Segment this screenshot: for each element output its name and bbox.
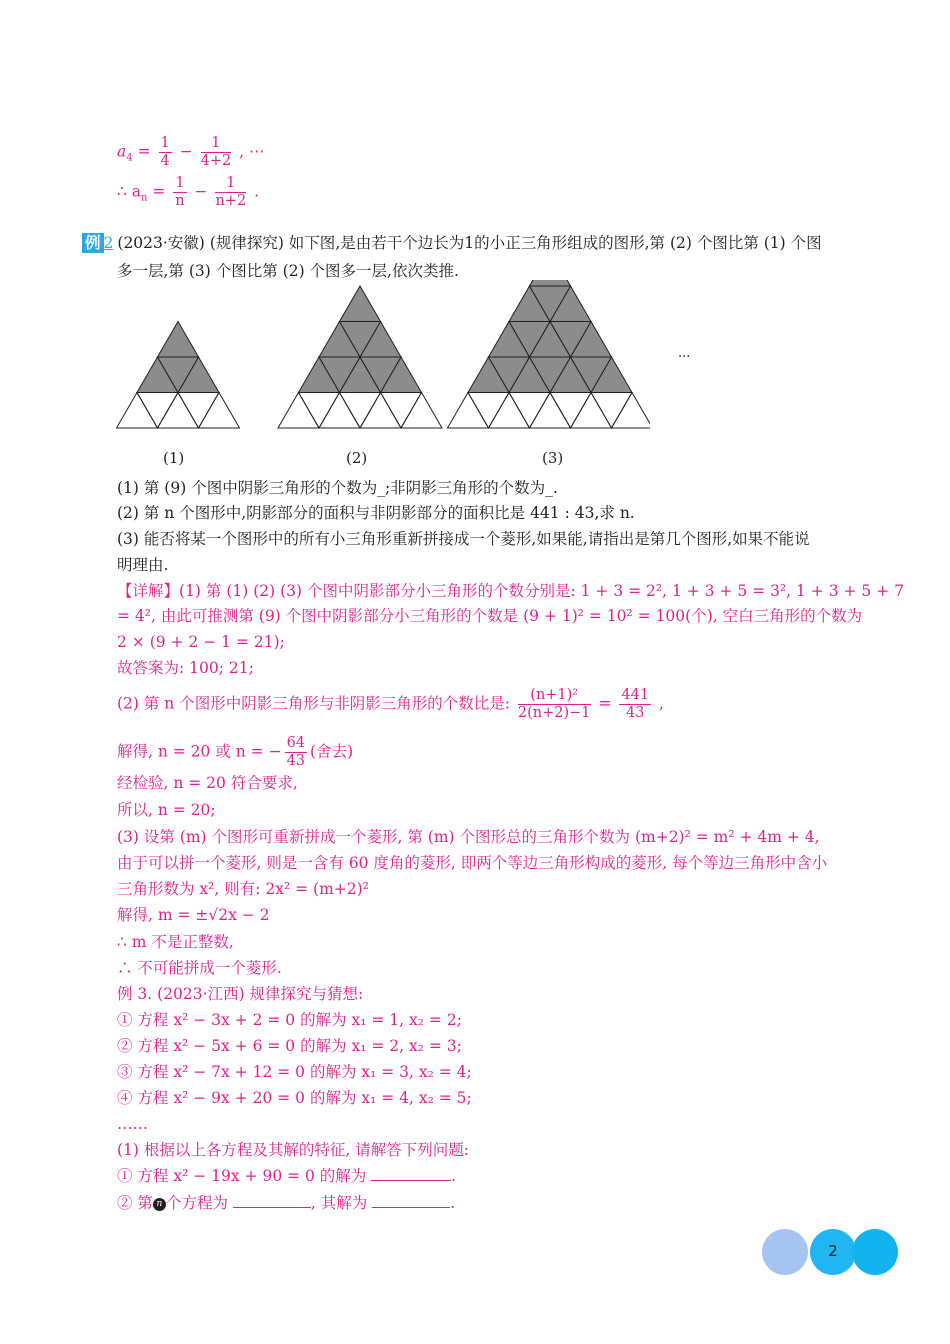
answer-blank [371, 1166, 451, 1181]
blank-triangle [278, 392, 319, 428]
triangle-figures [110, 280, 650, 440]
answer-blank [233, 1193, 311, 1208]
example3-eq1: ① 方程 x² − 3x + 2 = 0 的解为 x₁ = 1, x₂ = 2; [117, 1011, 462, 1029]
question-3a: (3) 能否将某一个图形中的所有小三角形重新拼接成一个菱形,如果能,请指出是第几个图形,如果不能说 [117, 530, 810, 548]
solution-1b: = 4², 由此可推测第 (9) 个图中阴影部分小三角形的个数是 (9 + 1)² = 10² = 100(个), 空白三角形的个数为 [117, 607, 863, 625]
blank-triangle [571, 392, 612, 428]
blank-triangle [381, 392, 422, 428]
solution-3b: 由于可以拼一个菱形, 则是一含有 60 度角的菱形, 即两个等边三角形构成的菱形, 每个等边三角形中含小 [117, 854, 828, 872]
blank-triangle [117, 392, 158, 428]
solution-1a: 【详解】(1) 第 (1) (2) (3) 个图中阴影部分小三角形的个数分别是: 1 + 3 = 2², 1 + 3 + 5 = 3², 1 + 3 + 5 + 7 [117, 582, 904, 600]
an-formula: ∴ $a_n$ = $\frac{1}{n}$ − $\frac{1}{n+2}$ . [117, 175, 260, 209]
blank-triangle [401, 392, 442, 428]
figure-2 [278, 286, 442, 428]
example3-eq4: ④ 方程 x² − 9x + 20 = 0 的解为 x₁ = 4, x₂ = 5; [117, 1089, 472, 1107]
n-circle-icon: n [153, 1198, 166, 1211]
solution-3d: 解得, m = ±√2x − 2 [117, 906, 270, 924]
solution-3a: (3) 设第 (m) 个图形可重新拼成一个菱形, 第 (m) 个图形总的三角形个数为 (m+2)² = m² + 4m + 4, [117, 828, 820, 846]
answer-blank [372, 1193, 450, 1208]
blank-triangle [612, 392, 651, 428]
blank-triangle [178, 392, 219, 428]
blank-triangle [591, 392, 632, 428]
shaded-triangle [340, 286, 381, 322]
question-1: (1) 第 (9) 个图中阴影三角形的个数为_;非阴影三角形的个数为_. [117, 479, 558, 497]
question-3b: 明理由. [117, 556, 169, 574]
blank-triangle [340, 392, 381, 428]
shaded-triangle [158, 321, 199, 357]
page-circle-light [762, 1229, 808, 1275]
blank-triangle [530, 392, 571, 428]
example3-title: 例 3. (2023·江西) 规律探究与猜想: [117, 985, 364, 1003]
solution-2b: 解得, n = 20 或 n = − $\frac{64}{43}$ (舍去) [117, 735, 354, 769]
solution-2a: (2) 第 n 个图形中阴影三角形与非阴影三角形的个数比是: $\frac{\text{(n+1)²}}{2(n+2)-1}$ = $\frac{441}{43}$ , [117, 687, 664, 721]
solution-3e: ∴ m 不是正整数, [117, 933, 234, 951]
blank-triangle [299, 392, 340, 428]
example3-q1b: ② 第 n 个方程为 , 其解为 . [117, 1194, 456, 1212]
blank-triangle [199, 392, 240, 428]
solution-3f: ∴ 不可能拼成一个菱形. [117, 959, 282, 977]
blank-triangle [158, 392, 199, 428]
example2-line1: 例 2 (2023·安徽) (规律探究) 如下图,是由若干个边长为1的小正三角形组成的图形,第 (2) 个图比第 (1) 个图 [82, 233, 822, 253]
blank-triangle [550, 392, 591, 428]
example3-q1a: ① 方程 x² − 19x + 90 = 0 的解为 . [117, 1167, 457, 1185]
example3-q1: (1) 根据以上各方程及其解的特征, 请解答下列问题: [117, 1141, 469, 1159]
example3-eq3: ③ 方程 x² − 7x + 12 = 0 的解为 x₁ = 3, x₂ = 4; [117, 1063, 472, 1081]
blank-triangle [509, 392, 550, 428]
solution-2c: 经检验, n = 20 符合要求, [117, 774, 298, 792]
figure-3 [448, 280, 651, 428]
example2-line2: 多一层,第 (3) 个图比第 (2) 个图多一层,依次类推. [117, 262, 459, 280]
blank-triangle [468, 392, 509, 428]
solution-3c: 三角形数为 x², 则有: 2x² = (m+2)² [117, 880, 369, 898]
solution-1c: 2 × (9 + 2 − 1 = 21); [117, 633, 285, 651]
solution-2d: 所以, n = 20; [117, 801, 216, 819]
caption-2: (2) [346, 449, 368, 467]
blank-triangle [137, 392, 178, 428]
blank-triangle [448, 392, 489, 428]
caption-3: (3) [542, 449, 564, 467]
shaded-triangle [530, 280, 571, 286]
figure-1 [117, 321, 240, 428]
example3-dots: …… [117, 1115, 148, 1133]
figures-ellipsis: ... [678, 346, 691, 361]
blank-triangle [489, 392, 530, 428]
solution-1d: 故答案为: 100; 21; [117, 659, 254, 677]
blank-triangle [319, 392, 360, 428]
a4-formula: $a_4$ = $\frac{1}{4}$ − $\frac{1}{4+2}$ , ⋯ [117, 135, 265, 169]
example-badge: 例 [82, 233, 104, 253]
question-2: (2) 第 n 个图形中,阴影部分的面积与非阴影部分的面积比是 441 : 43,求 n. [117, 504, 635, 522]
blank-triangle [360, 392, 401, 428]
caption-1: (1) [163, 449, 185, 467]
page-number: 2 [828, 1242, 838, 1260]
example3-eq2: ② 方程 x² − 5x + 6 = 0 的解为 x₁ = 2, x₂ = 3; [117, 1037, 462, 1055]
page-circle-dark-2 [852, 1229, 898, 1275]
